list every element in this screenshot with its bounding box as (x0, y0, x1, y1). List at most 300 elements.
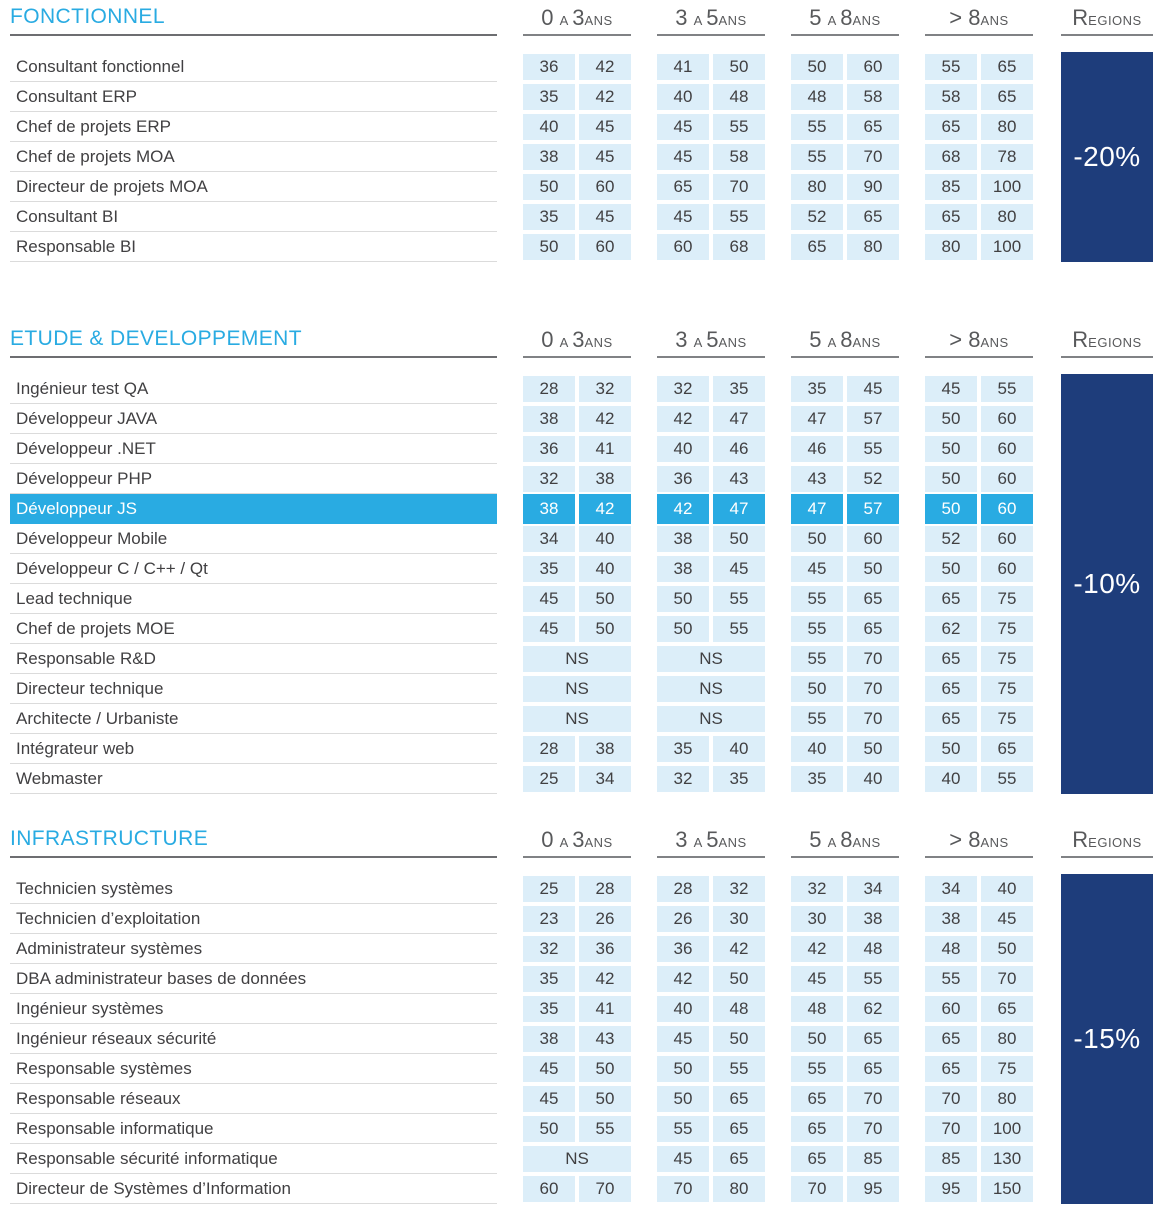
salary-cell-min: 45 (523, 1056, 575, 1082)
salary-cell-max: 55 (981, 766, 1033, 792)
salary-cell-min: 35 (791, 376, 843, 402)
salary-range (523, 616, 631, 642)
salary-cell-max: 90 (847, 174, 899, 200)
salary-range (523, 204, 631, 230)
salary-cell-min: 40 (657, 436, 709, 462)
row-label: Directeur de Systèmes d’Information (10, 1174, 497, 1204)
salary-range (925, 54, 1033, 80)
salary-range (657, 204, 765, 230)
salary-cell-max: 80 (981, 1026, 1033, 1052)
experience-column-header (925, 5, 1033, 36)
salary-cell-max: 80 (713, 1176, 765, 1202)
experience-column-header (523, 5, 631, 36)
salary-range (791, 996, 899, 1022)
salary-range (791, 556, 899, 582)
salary-range (523, 996, 631, 1022)
salary-cell-max: 35 (713, 766, 765, 792)
salary-cell-min: 55 (791, 114, 843, 140)
table-row (10, 232, 1033, 262)
header-text-segment: A (693, 335, 707, 350)
salary-range (523, 706, 631, 732)
section-etude-developpement (10, 327, 1175, 794)
salary-cell-max: 50 (713, 54, 765, 80)
table-row-highlighted (10, 494, 1033, 524)
salary-cell-min: 50 (523, 174, 575, 200)
section-title: ETUDE & DEVELOPPEMENT (10, 327, 497, 358)
salary-cell-min: 70 (925, 1116, 977, 1142)
salary-cell-min: 85 (925, 1146, 977, 1172)
salary-range (925, 174, 1033, 200)
salary-range (791, 1146, 899, 1172)
salary-cell-min: 36 (657, 936, 709, 962)
salary-cell-max: 40 (981, 876, 1033, 902)
salary-cell-min: 45 (657, 1146, 709, 1172)
experience-column-header (657, 5, 765, 36)
salary-cell-min: 45 (657, 144, 709, 170)
salary-range (791, 766, 899, 792)
salary-range (925, 736, 1033, 762)
salary-cell-max: 50 (579, 1086, 631, 1112)
salary-cell-min: 60 (657, 234, 709, 260)
salary-range (925, 526, 1033, 552)
salary-cell-max: 40 (847, 766, 899, 792)
salary-cell-min: 25 (523, 876, 575, 902)
section-title: INFRASTRUCTURE (10, 827, 497, 858)
table-row (10, 614, 1033, 644)
salary-cell-ns: NS (523, 676, 631, 702)
salary-cell-min: 48 (791, 84, 843, 110)
salary-cell-min: 35 (523, 996, 575, 1022)
salary-cell-min: 50 (925, 436, 977, 462)
salary-cell-min: 95 (925, 1176, 977, 1202)
salary-cell-ns: NS (523, 1146, 631, 1172)
salary-range (791, 1116, 899, 1142)
salary-cell-max: 45 (579, 144, 631, 170)
salary-range (925, 234, 1033, 260)
salary-cell-max: 40 (579, 556, 631, 582)
table-row (10, 934, 1033, 964)
experience-column-header (523, 827, 631, 858)
salary-cell-max: 58 (847, 84, 899, 110)
salary-cell-max: 65 (713, 1116, 765, 1142)
salary-range (791, 234, 899, 260)
rows-column (10, 52, 1033, 262)
salary-range (657, 1116, 765, 1142)
salary-cell-max: 36 (579, 936, 631, 962)
header-text-segment: A (559, 335, 573, 350)
row-label: Chef de projets MOE (10, 614, 497, 644)
header-text-segment: R (1072, 327, 1089, 352)
row-label: Développeur Mobile (10, 524, 497, 554)
header-text-segment: 3 (675, 5, 694, 30)
salary-cell-min: 68 (925, 144, 977, 170)
salary-cell-max: 55 (847, 966, 899, 992)
salary-range (657, 556, 765, 582)
row-label: Lead technique (10, 584, 497, 614)
section-header-row (10, 5, 1175, 36)
salary-cell-min: 25 (523, 766, 575, 792)
table-row (10, 434, 1033, 464)
table-row (10, 874, 1033, 904)
salary-range (791, 1176, 899, 1202)
salary-cell-max: 70 (579, 1176, 631, 1202)
salary-cell-ns: NS (523, 706, 631, 732)
salary-cell-min: 58 (925, 84, 977, 110)
salary-range (791, 466, 899, 492)
salary-cell-max: 50 (713, 966, 765, 992)
regions-adjustment-box (1061, 52, 1153, 262)
experience-column-header (657, 827, 765, 858)
salary-cell-min: 42 (657, 966, 709, 992)
regions-percentage: -20% (1073, 141, 1141, 172)
salary-range (657, 1146, 765, 1172)
salary-cell-max: 32 (713, 876, 765, 902)
salary-range (925, 876, 1033, 902)
salary-cell-max: 60 (981, 406, 1033, 432)
salary-cell-min: 43 (791, 466, 843, 492)
salary-range (657, 1056, 765, 1082)
salary-cell-min: 70 (925, 1086, 977, 1112)
salary-range (523, 936, 631, 962)
salary-cell-max: 95 (847, 1176, 899, 1202)
section-body (10, 374, 1175, 794)
table-row (10, 52, 1033, 82)
salary-cell-max: 50 (579, 1056, 631, 1082)
salary-cell-max: 40 (713, 736, 765, 762)
salary-cell-min: 45 (657, 1026, 709, 1052)
salary-range (523, 966, 631, 992)
salary-cell-max: 43 (713, 466, 765, 492)
salary-cell-min: 35 (791, 766, 843, 792)
row-label: Développeur .NET (10, 434, 497, 464)
salary-cell-min: 70 (657, 1176, 709, 1202)
salary-cell-max: 55 (579, 1116, 631, 1142)
regions-percentage: -10% (1073, 568, 1141, 599)
salary-cell-min: 65 (791, 1146, 843, 1172)
table-row (10, 584, 1033, 614)
salary-cell-ns: NS (523, 646, 631, 672)
salary-cell-max: 70 (847, 1116, 899, 1142)
salary-range (925, 996, 1033, 1022)
salary-cell-max: 45 (579, 204, 631, 230)
salary-cell-min: 42 (657, 494, 709, 524)
salary-range (925, 436, 1033, 462)
salary-cell-min: 85 (925, 174, 977, 200)
table-row (10, 674, 1033, 704)
salary-cell-max: 55 (713, 114, 765, 140)
salary-range (791, 646, 899, 672)
salary-cell-min: 65 (925, 586, 977, 612)
salary-cell-min: 65 (925, 204, 977, 230)
salary-range (925, 466, 1033, 492)
header-text-segment: ANS (852, 335, 881, 350)
salary-cell-max: 42 (579, 406, 631, 432)
salary-range (791, 1086, 899, 1112)
salary-cell-max: 41 (579, 436, 631, 462)
row-label: Ingénieur réseaux sécurité (10, 1024, 497, 1054)
salary-range (791, 494, 899, 524)
salary-cell-min: 50 (657, 1056, 709, 1082)
salary-range (523, 466, 631, 492)
salary-cell-min: 36 (657, 466, 709, 492)
salary-cell-min: 35 (657, 736, 709, 762)
table-row (10, 904, 1033, 934)
salary-range (523, 876, 631, 902)
salary-cell-min: 65 (657, 174, 709, 200)
salary-range (791, 876, 899, 902)
row-label: Consultant BI (10, 202, 497, 232)
salary-cell-min: 50 (925, 466, 977, 492)
salary-cell-max: 41 (579, 996, 631, 1022)
regions-adjustment-box (1061, 874, 1153, 1204)
row-label: Technicien d’exploitation (10, 904, 497, 934)
salary-range (657, 676, 765, 702)
header-text-segment: ANS (584, 335, 613, 350)
salary-cell-max: 47 (713, 406, 765, 432)
experience-column-header (791, 327, 899, 358)
salary-cell-max: 100 (981, 174, 1033, 200)
salary-cell-max: 57 (847, 406, 899, 432)
header-text-segment: ANS (852, 835, 881, 850)
salary-range (523, 1146, 631, 1172)
table-row (10, 142, 1033, 172)
salary-cell-min: 34 (925, 876, 977, 902)
salary-cell-max: 45 (579, 114, 631, 140)
salary-cell-min: 38 (925, 906, 977, 932)
salary-cell-min: 45 (523, 616, 575, 642)
salary-range (657, 84, 765, 110)
salary-cell-min: 55 (657, 1116, 709, 1142)
salary-cell-min: 50 (925, 494, 977, 524)
salary-cell-min: 41 (657, 54, 709, 80)
salary-cell-max: 28 (579, 876, 631, 902)
table-row (10, 994, 1033, 1024)
salary-cell-max: 70 (713, 174, 765, 200)
salary-cell-max: 65 (981, 736, 1033, 762)
salary-cell-max: 58 (713, 144, 765, 170)
salary-cell-max: 38 (579, 466, 631, 492)
salary-range (523, 906, 631, 932)
salary-range (657, 114, 765, 140)
salary-cell-max: 38 (579, 736, 631, 762)
salary-cell-max: 57 (847, 494, 899, 524)
salary-range (657, 526, 765, 552)
salary-cell-min: 30 (791, 906, 843, 932)
salary-range (523, 114, 631, 140)
salary-cell-max: 80 (847, 234, 899, 260)
regions-adjustment-box (1061, 374, 1153, 794)
salary-cell-min: 65 (925, 114, 977, 140)
row-label: Consultant ERP (10, 82, 497, 112)
row-label: Responsable sécurité informatique (10, 1144, 497, 1174)
salary-cell-max: 50 (579, 616, 631, 642)
salary-range (791, 676, 899, 702)
table-row (10, 404, 1033, 434)
salary-range (523, 1116, 631, 1142)
row-label: Responsable BI (10, 232, 497, 262)
salary-cell-max: 75 (981, 706, 1033, 732)
salary-cell-min: 36 (523, 54, 575, 80)
header-text-segment: ANS (584, 13, 613, 28)
salary-cell-max: 60 (579, 174, 631, 200)
header-text-segment: 8 (840, 327, 853, 352)
salary-cell-min: 60 (523, 1176, 575, 1202)
header-text-segment: ANS (718, 13, 747, 28)
salary-cell-max: 65 (847, 1056, 899, 1082)
salary-range (925, 966, 1033, 992)
salary-cell-max: 85 (847, 1146, 899, 1172)
salary-cell-max: 75 (981, 616, 1033, 642)
experience-column-header (791, 5, 899, 36)
salary-range (523, 736, 631, 762)
salary-cell-max: 42 (579, 494, 631, 524)
header-text-segment: A (827, 13, 841, 28)
salary-cell-min: 60 (925, 996, 977, 1022)
row-label: Développeur JS (10, 494, 497, 524)
salary-cell-min: 42 (657, 406, 709, 432)
salary-range (791, 376, 899, 402)
salary-cell-max: 45 (713, 556, 765, 582)
salary-range (523, 526, 631, 552)
header-text-segment: 5 (809, 327, 828, 352)
salary-cell-min: 50 (523, 234, 575, 260)
header-text-segment: ANS (980, 335, 1009, 350)
salary-range (791, 174, 899, 200)
salary-cell-ns: NS (657, 646, 765, 672)
salary-range (925, 376, 1033, 402)
header-text-segment: 3 (675, 327, 694, 352)
salary-range (657, 586, 765, 612)
salary-cell-max: 65 (847, 616, 899, 642)
row-label: Responsable informatique (10, 1114, 497, 1144)
salary-cell-min: 46 (791, 436, 843, 462)
header-text-segment: 3 (572, 327, 585, 352)
salary-range (925, 1056, 1033, 1082)
salary-cell-max: 55 (713, 1056, 765, 1082)
salary-range (523, 1056, 631, 1082)
salary-range (657, 1176, 765, 1202)
salary-cell-max: 42 (579, 966, 631, 992)
table-row (10, 1174, 1033, 1204)
row-label: Directeur technique (10, 674, 497, 704)
salary-cell-min: 65 (925, 706, 977, 732)
salary-cell-max: 65 (847, 1026, 899, 1052)
regions-percentage: -15% (1073, 1023, 1141, 1054)
salary-cell-max: 78 (981, 144, 1033, 170)
salary-cell-min: 50 (791, 1026, 843, 1052)
salary-cell-min: 38 (523, 406, 575, 432)
salary-cell-min: 47 (791, 494, 843, 524)
header-text-segment: EGIONS (1088, 335, 1142, 350)
salary-range (791, 586, 899, 612)
salary-cell-min: 65 (791, 1116, 843, 1142)
table-row (10, 82, 1033, 112)
salary-range (523, 436, 631, 462)
salary-cell-max: 42 (579, 54, 631, 80)
salary-cell-min: 50 (791, 526, 843, 552)
table-row (10, 524, 1033, 554)
header-text-segment: EGIONS (1088, 13, 1142, 28)
experience-column-header (791, 827, 899, 858)
table-row (10, 1144, 1033, 1174)
salary-cell-min: 50 (657, 616, 709, 642)
salary-range (925, 144, 1033, 170)
salary-cell-min: 55 (791, 616, 843, 642)
salary-range (791, 736, 899, 762)
salary-range (523, 174, 631, 200)
salary-cell-max: 65 (981, 54, 1033, 80)
salary-cell-min: 45 (523, 1086, 575, 1112)
salary-cell-min: 40 (791, 736, 843, 762)
salary-cell-max: 47 (713, 494, 765, 524)
salary-cell-min: 32 (791, 876, 843, 902)
section-title: FONCTIONNEL (10, 5, 497, 36)
salary-cell-max: 45 (847, 376, 899, 402)
salary-range (657, 234, 765, 260)
salary-cell-max: 62 (847, 996, 899, 1022)
salary-cell-min: 36 (523, 436, 575, 462)
salary-cell-min: 40 (925, 766, 977, 792)
salary-cell-max: 48 (713, 84, 765, 110)
rows-column (10, 374, 1033, 794)
salary-range (657, 144, 765, 170)
regions-column-header (1061, 327, 1153, 358)
salary-cell-min: 35 (523, 556, 575, 582)
salary-cell-min: 65 (925, 1056, 977, 1082)
row-label: Chef de projets ERP (10, 112, 497, 142)
salary-cell-min: 35 (523, 84, 575, 110)
salary-cell-min: 55 (791, 144, 843, 170)
salary-range (523, 646, 631, 672)
salary-range (657, 996, 765, 1022)
salary-range (657, 174, 765, 200)
salary-cell-min: 35 (523, 966, 575, 992)
row-label: Ingénieur systèmes (10, 994, 497, 1024)
row-label: Intégrateur web (10, 734, 497, 764)
header-text-segment: 5 (809, 827, 828, 852)
section-header-row (10, 327, 1175, 358)
section-body (10, 52, 1175, 262)
table-row (10, 734, 1033, 764)
header-text-segment: A (559, 835, 573, 850)
salary-range (657, 466, 765, 492)
salary-range (925, 706, 1033, 732)
salary-range (523, 556, 631, 582)
salary-range (657, 1026, 765, 1052)
salary-cell-max: 60 (847, 54, 899, 80)
salary-cell-min: 55 (791, 586, 843, 612)
salary-cell-max: 50 (713, 526, 765, 552)
salary-range (523, 676, 631, 702)
salary-cell-max: 60 (981, 436, 1033, 462)
salary-range (657, 766, 765, 792)
salary-range (791, 436, 899, 462)
salary-range (657, 1086, 765, 1112)
salary-cell-max: 65 (847, 586, 899, 612)
salary-range (791, 906, 899, 932)
table-row (10, 554, 1033, 584)
row-label: Chef de projets MOA (10, 142, 497, 172)
salary-cell-min: 50 (925, 556, 977, 582)
experience-column-header (523, 327, 631, 358)
salary-cell-min: 50 (657, 1086, 709, 1112)
salary-cell-min: 50 (925, 406, 977, 432)
table-row (10, 172, 1033, 202)
salary-range (791, 526, 899, 552)
salary-range (925, 936, 1033, 962)
salary-range (791, 1056, 899, 1082)
salary-cell-max: 80 (981, 1086, 1033, 1112)
